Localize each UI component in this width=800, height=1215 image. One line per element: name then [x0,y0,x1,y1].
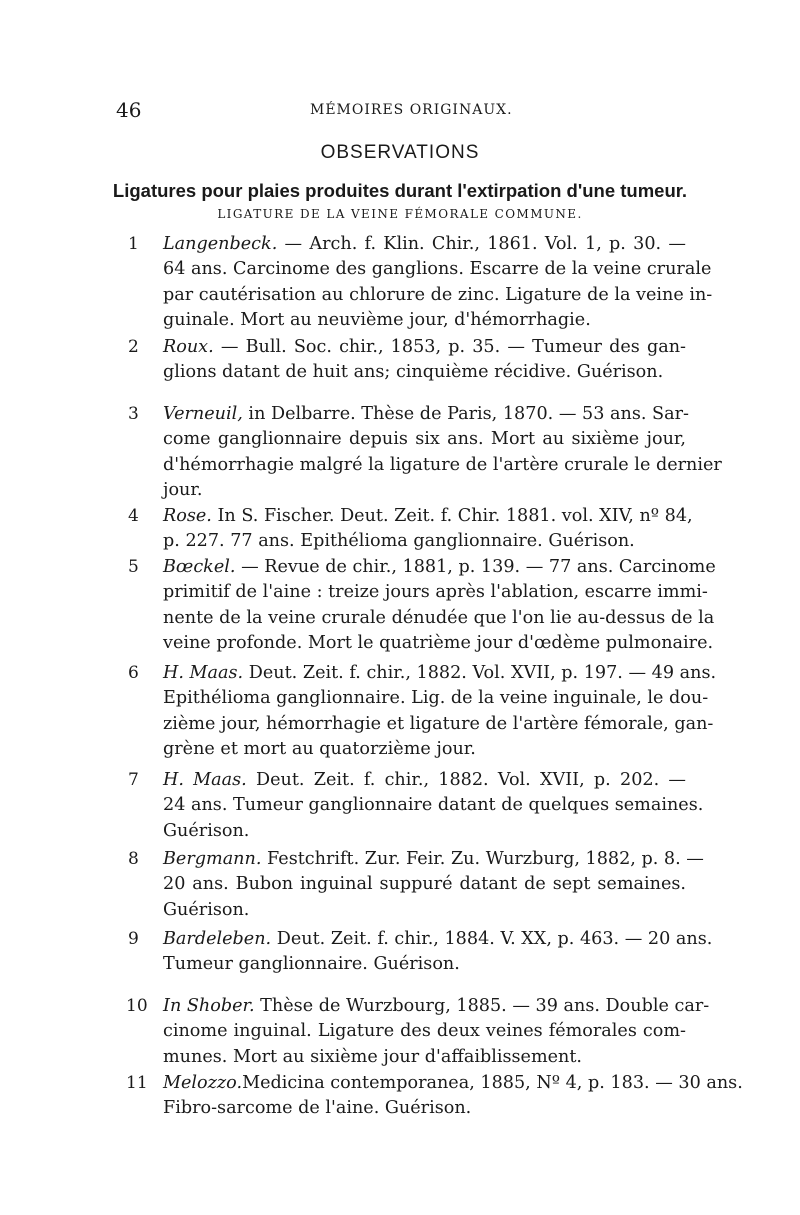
observation-number: 2 [128,337,139,357]
text-line [163,1071,743,1096]
citation-text: — Bull. Soc. chir., 1853, p. 35. — Tumeur des gan- [213,337,686,357]
observation-text [163,555,716,656]
citation-text: in Delbarre. Thèse de Paris, 1870. — 53 ans. Sar- [242,404,689,424]
text-line [163,768,686,793]
citation-text: Medicina contemporanea, 1885, Nº 4, p. 183. — 30 ans. [242,1073,743,1093]
text-line: nente de la veine crurale dénudée que l'on lie au-dessus de la [163,607,715,628]
observation-number: 6 [128,663,139,683]
text-line: munes. Mort au sixième jour d'affaiblissement. [163,1046,583,1067]
text-line: zième jour, hémorrhagie et ligature de l'artère fémorale, gan- [163,713,714,734]
section-title: OBSERVATIONS [320,142,480,163]
citation-text: Deut. Zeit. f. chir., 1882. Vol. XVII, p. 202. — [246,770,686,790]
observation-number: 10 [126,996,148,1016]
sub-subtitle: LIGATURE DE LA VEINE FÉMORALE COMMUNE. [217,207,583,221]
text-line: Guérison. [163,820,250,841]
text-line: Guérison. [163,899,250,920]
observation-number: 8 [128,849,139,869]
text-line: Epithélioma ganglionnaire. Lig. de la veine inguinale, le dou- [163,688,709,709]
observation-number: 4 [128,506,139,526]
author-name: H. Maas. [163,770,247,790]
text-line: 64 ans. Carcinome des ganglions. Escarre de la veine crurale [163,259,712,280]
text-line [163,661,717,686]
observation-number: 5 [128,557,139,577]
text-line: 20 ans. Bubon inguinal suppuré datant de sept semaines. [163,874,686,895]
text-line [163,335,686,360]
observation-text [163,335,686,386]
running-title: MÉMOIRES ORIGINAUX. [310,102,513,118]
text-line: p. 227. 77 ans. Epithélioma ganglionnaire. Guérison. [163,531,635,552]
author-name: Bergmann. [163,849,262,869]
observation-text [163,1071,743,1122]
page-number: 46 [116,98,142,122]
author-name: In Shober. [163,996,255,1016]
text-line [163,232,686,257]
citation-text: Deut. Zeit. f. chir., 1884. V. XX, p. 463. — 20 ans. [271,929,713,949]
citation-text: — Arch. f. Klin. Chir., 1861. Vol. 1, p. 30. — [277,234,686,254]
text-line: jour. [163,479,203,500]
text-line: par cautérisation au chlorure de zinc. Ligature de la veine in- [163,284,713,305]
text-line: Fibro-sarcome de l'aine. Guérison. [163,1098,472,1119]
citation-text: In S. Fischer. Deut. Zeit. f. Chir. 1881. vol. XIV, nº 84, [211,506,693,526]
observation-number: 3 [128,404,139,424]
author-name: Verneuil, [163,404,243,424]
observation-text [163,661,717,762]
text-line [163,927,713,952]
author-name: Bardeleben. [163,929,272,949]
observation-number: 1 [128,234,139,254]
observation-number: 9 [128,929,139,949]
author-name: Melozzo. [163,1073,243,1093]
observation-text [163,402,722,503]
citation-text: Thèse de Wurzbourg, 1885. — 39 ans. Double car- [254,996,710,1016]
author-name: H. Maas. [163,663,244,683]
text-line [163,504,693,529]
observation-text [163,927,713,978]
observation-text [163,847,704,923]
author-name: Roux. [163,337,214,357]
author-name: Langenbeck. [163,234,278,254]
text-line: cinome inguinal. Ligature des deux veines fémorales com- [163,1021,686,1042]
text-line: veine profonde. Mort le quatrième jour d'œdème pulmonaire. [163,632,714,653]
text-line: Tumeur ganglionnaire. Guérison. [163,954,460,975]
text-line: grène et mort au quatorzième jour. [163,738,476,759]
subtitle: Ligatures pour plaies produites durant l'extirpation d'une tumeur. [112,180,688,201]
author-name: Bœckel. [163,557,236,577]
text-line: 24 ans. Tumeur ganglionnaire datant de quelques semaines. [163,795,704,816]
text-line: guinale. Mort au neuvième jour, d'hémorrhagie. [163,309,591,330]
observation-text [163,232,713,333]
text-line [163,555,716,580]
text-line [163,994,710,1019]
citation-text: Festchrift. Zur. Feir. Zu. Wurzburg, 1882, p. 8. — [261,849,704,869]
text-line: d'hémorrhagie malgré la ligature de l'artère crurale le dernier [163,454,722,475]
observation-number: 7 [128,770,139,790]
running-head [116,98,686,122]
observation-number: 11 [126,1073,148,1093]
observation-text [163,768,704,844]
observation-text [163,994,710,1070]
observation-text [163,504,693,555]
text-line: glions datant de huit ans; cinquième récidive. Guérison. [163,362,664,383]
author-name: Rose. [163,506,212,526]
text-line [163,402,689,427]
citation-text: — Revue de chir., 1881, p. 139. — 77 ans. Carcinome [235,557,716,577]
text-line: primitif de l'aine : treize jours après l'ablation, escarre immi- [163,582,708,603]
citation-text: Deut. Zeit. f. chir., 1882. Vol. XVII, p. 197. — 49 ans. [243,663,717,683]
text-line: come ganglionnaire depuis six ans. Mort au sixième jour, [163,429,686,450]
text-line [163,847,704,872]
